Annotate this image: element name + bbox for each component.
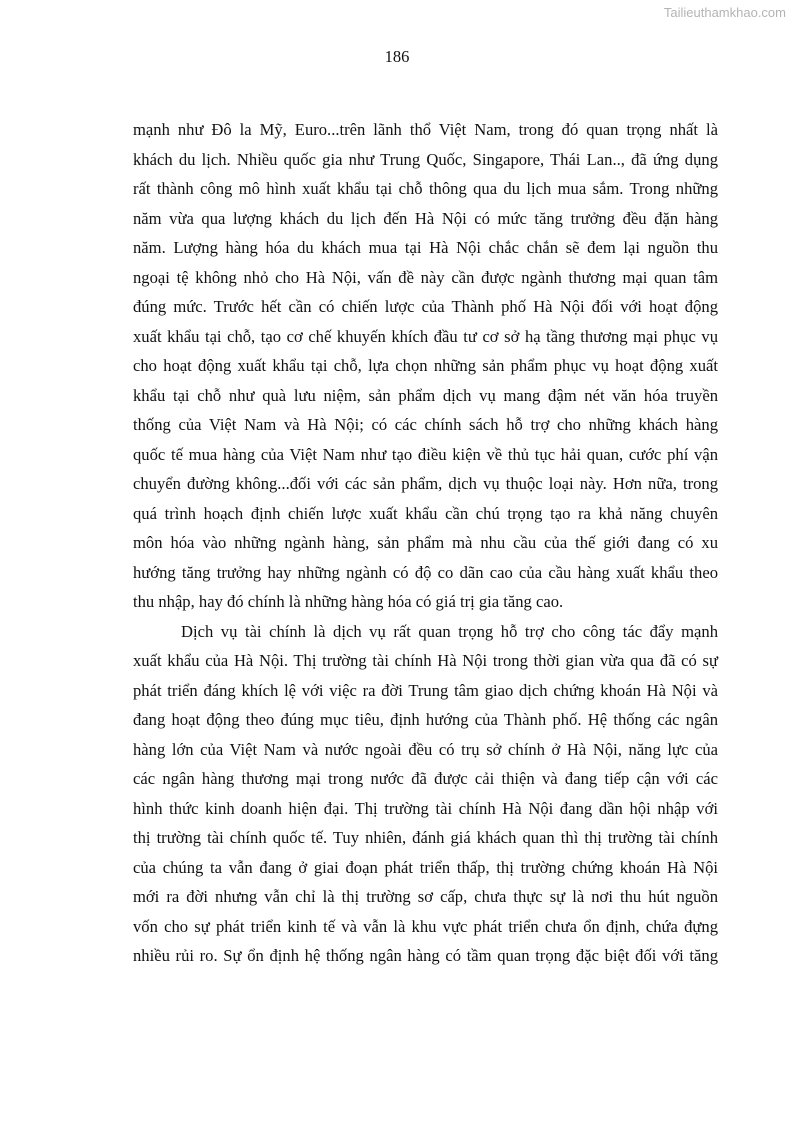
text-line: xuất khẩu của Hà Nội. Thị trường tài chính Hà Nội trong thời gian vừa qua đã có sự <box>133 651 718 670</box>
text-line: mạnh như Đô la Mỹ, Euro...trên lãnh thổ Việt Nam, trong đó quan trọng nhất là <box>133 120 718 139</box>
text-line: của chúng ta vẫn đang ở giai đoạn phát triển thấp, thị trường chứng khoán Hà Nội <box>133 857 718 877</box>
text-line: mới ra đời nhưng vẫn chỉ là thị trường sơ cấp, chưa thực sự là nơi thu hút nguồn <box>133 887 718 906</box>
page-number: 186 <box>384 47 410 66</box>
text-line: năm vừa qua lượng khách du lịch đến Hà Nội có mức tăng trưởng đều đặn hàng <box>133 208 718 228</box>
text-line: nhiều rủi ro. Sự ổn định hệ thống ngân hàng có tầm quan trọng đặc biệt đối với tăng <box>133 946 718 965</box>
paragraph-2 <box>133 617 718 971</box>
text-line: phát triển đáng khích lệ với việc ra đời Trung tâm giao dịch chứng khoán Hà Nội và <box>133 680 718 700</box>
text-line: thống của Việt Nam và Hà Nội; có các chính sách hỗ trợ cho những khách hàng <box>133 415 718 434</box>
text-line: khách du lịch. Nhiều quốc gia như Trung Quốc, Singapore, Thái Lan.., đã ứng dụng <box>133 149 718 169</box>
text-line: hướng tăng trưởng hay những ngành có độ co dãn cao của cầu hàng xuất khẩu theo <box>133 562 718 582</box>
paragraph-1 <box>133 115 718 617</box>
text-line: vốn cho sự phát triển kinh tế và vẫn là khu vực phát triển chưa ổn định, chứa đựng <box>133 916 718 936</box>
text-line: quốc tế mua hàng của Việt Nam như tạo điều kiện về thủ tục hải quan, cước phí vận <box>133 444 718 464</box>
text-line: đúng mức. Trước hết cần có chiến lược của Thành phố Hà Nội đối với hoạt động <box>133 297 718 316</box>
text-line: Dịch vụ tài chính là dịch vụ rất quan trọng hỗ trợ cho công tác đẩy mạnh <box>181 621 718 641</box>
text-line: cho hoạt động xuất khẩu tại chỗ, lựa chọn những sản phẩm phục vụ hoạt động xuất <box>133 356 718 375</box>
text-line: ngoại tệ không nhỏ cho Hà Nội, vấn đề này cần được ngành thương mại quan tâm <box>133 267 718 287</box>
text-line: thu nhập, hay đó chính là những hàng hóa có giá trị gia tăng cao. <box>133 592 564 611</box>
text-line: đang hoạt động theo đúng mục tiêu, định hướng của Thành phố. Hệ thống các ngân <box>133 710 718 729</box>
text-line: hình thức kinh doanh hiện đại. Thị trường tài chính Hà Nội đang dần hội nhập với <box>133 798 718 818</box>
watermark: Tailieuthamkhao.com <box>663 5 786 20</box>
text-line: các ngân hàng thương mại trong nước đã được cải thiện và đang tiếp cận với các <box>133 769 718 788</box>
text-line: năm. Lượng hàng hóa du khách mua tại Hà Nội chắc chắn sẽ đem lại nguồn thu <box>133 238 718 257</box>
text-line: hàng lớn của Việt Nam và nước ngoài đều có trụ sở chính ở Hà Nội, năng lực của <box>133 739 718 759</box>
text-line: rất thành công mô hình xuất khẩu tại chỗ thông qua du lịch mua sắm. Trong những <box>133 179 718 198</box>
text-line: chuyển đường không...đối với các sản phẩm, dịch vụ thuộc loại này. Hơn nữa, trong <box>133 474 718 493</box>
text-line: quá trình hoạch định chiến lược xuất khẩu cần chú trọng tạo ra khả năng chuyên <box>133 503 718 523</box>
text-line: khẩu tại chỗ như quà lưu niệm, sản phẩm dịch vụ mang đậm nét văn hóa truyền <box>133 385 718 405</box>
text-line: xuất khẩu tại chỗ, tạo cơ chế khuyến khích đầu tư cơ sở hạ tầng thương mại phục vụ <box>133 326 718 346</box>
document-body <box>133 115 718 971</box>
text-line: môn hóa vào những ngành hàng, sản phẩm mà nhu cầu của thế giới đang có xu <box>133 533 718 552</box>
text-line: thị trường tài chính quốc tế. Tuy nhiên, đánh giá khách quan thì thị trường tài chính <box>133 828 718 847</box>
